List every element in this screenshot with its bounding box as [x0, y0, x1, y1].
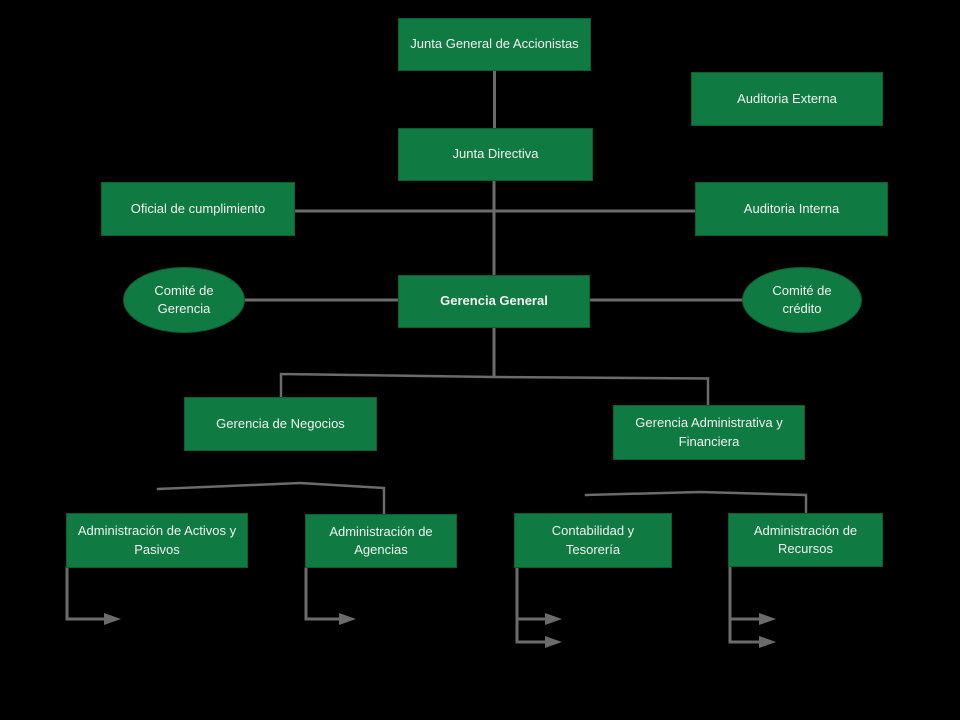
node-administracion-de-agencias: Administración de Agencias [305, 514, 457, 568]
node-auditoria-externa: Auditoria Externa [691, 72, 883, 126]
node-comite-de-gerencia: Comité de Gerencia [123, 267, 245, 333]
node-junta-directiva: Junta Directiva [398, 128, 593, 181]
node-administracion-de-recursos: Administración de Recursos [728, 513, 883, 567]
node-oficial-de-cumplimiento: Oficial de cumplimiento [101, 182, 295, 236]
node-junta-general-de-accionistas: Junta General de Accionistas [398, 18, 591, 71]
node-gerencia-administrativa-y-financiera: Gerencia Administrativa y Financiera [613, 405, 805, 460]
arrows-out-contabilidad [517, 568, 562, 648]
node-contabilidad-y-tesoreria: Contabilidad y Tesorería [514, 513, 672, 568]
arrows-out-recursos [730, 567, 776, 648]
connector-negocios-to-children [158, 483, 384, 514]
node-auditoria-interna: Auditoria Interna [695, 182, 888, 236]
node-gerencia-de-negocios: Gerencia de Negocios [184, 397, 377, 451]
node-gerencia-general: Gerencia General [398, 275, 590, 328]
arrow-out-activos-pasivos [67, 568, 121, 625]
node-comite-de-credito: Comité de crédito [742, 267, 862, 333]
node-administracion-de-activos-y-pasivos: Administración de Activos y Pasivos [66, 513, 248, 568]
arrow-out-agencias [306, 569, 356, 625]
connector-admin-financiera-to-children [586, 492, 806, 513]
connector-gerencia-general-to-children [281, 328, 708, 405]
